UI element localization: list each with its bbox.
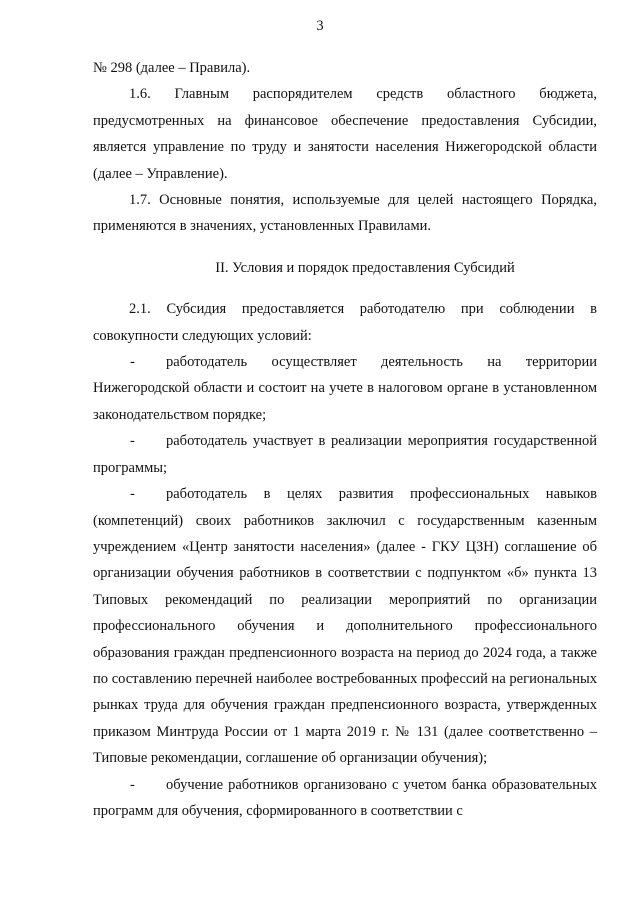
- document-body: [93, 55, 597, 824]
- dash-marker: -: [130, 776, 135, 793]
- condition-text: обучение работников организовано с учетом банка образовательных программ для обучения, сформированного в соответствии с: [93, 776, 597, 819]
- condition-text: работодатель в целях развития профессиональных навыков (компетенций) своих работников заключил с государственным казенным учреждением «Центр занятости населения» (далее - ГКУ ЦЗН) соглашение об организации обучения работников в соответствии с подпунктом «б» пункта 13 Типовых рекомендаций по реализации мероприятий по организации профессионального обучения и дополнительного профессионального образования граждан предпенсионного возраста на период до 2024 года, а также по составлению перечней наиболее востребованных профессий на региональных рынках труда для обучения граждан предпенсионного возраста, утвержденных приказом Минтруда России от 1 марта 2019 г. № 131 (далее соответственно – Типовые рекомендации, соглашение об организации обучения);: [93, 486, 597, 767]
- condition-item: [93, 349, 597, 428]
- page-number: 3: [316, 18, 324, 34]
- paragraph-1-7: 1.7. Основные понятия, используемые для целей настоящего Порядка, применяются в значениях, установленных Правилами.: [93, 192, 597, 235]
- paragraph-1-6: 1.6. Главным распорядителем средств областного бюджета, предусмотренных на финансовое обеспечение предоставления Субсидии, является управление по труду и занятости населения Нижегородской области (далее – Управление).: [93, 86, 597, 182]
- dash-marker: -: [130, 486, 135, 503]
- condition-item: [93, 481, 597, 771]
- paragraph-continuation: № 298 (далее – Правила).: [93, 60, 251, 76]
- section-heading: II. Условия и порядок предоставления Субсидий: [215, 259, 515, 276]
- dash-marker: -: [130, 433, 135, 450]
- condition-text: работодатель осуществляет деятельность на территории Нижегородской области и состоит на учете в налоговом органе в установленном законодательством порядке;: [93, 354, 597, 423]
- paragraph-2-1: 2.1. Субсидия предоставляется работодателю при соблюдении в совокупности следующих условий:: [93, 301, 597, 344]
- condition-item: [93, 772, 597, 825]
- condition-text: работодатель участвует в реализации мероприятия государственной программы;: [93, 433, 597, 476]
- dash-marker: -: [130, 354, 135, 371]
- condition-item: [93, 428, 597, 481]
